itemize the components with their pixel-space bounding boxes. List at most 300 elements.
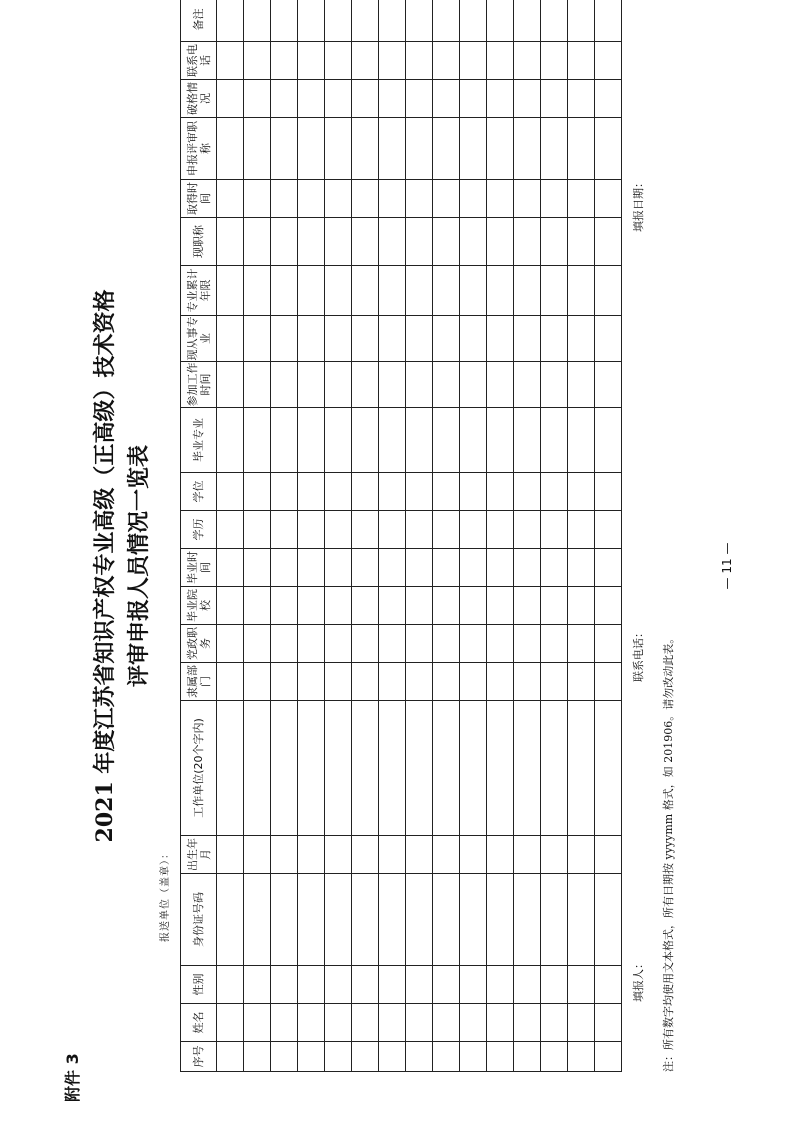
table-cell[interactable] — [568, 587, 595, 625]
table-cell[interactable] — [595, 701, 622, 836]
table-cell[interactable] — [352, 874, 379, 966]
table-cell[interactable] — [433, 42, 460, 80]
table-cell[interactable] — [568, 1004, 595, 1042]
table-cell[interactable] — [352, 966, 379, 1004]
table-cell[interactable] — [352, 1004, 379, 1042]
table-cell[interactable] — [433, 1004, 460, 1042]
table-cell[interactable] — [433, 266, 460, 316]
table-cell[interactable] — [406, 874, 433, 966]
table-cell[interactable] — [541, 966, 568, 1004]
table-cell[interactable] — [244, 118, 271, 180]
table-cell[interactable] — [514, 218, 541, 266]
table-cell[interactable] — [514, 362, 541, 408]
table-cell[interactable] — [379, 966, 406, 1004]
table-cell[interactable] — [460, 266, 487, 316]
table-cell[interactable] — [298, 701, 325, 836]
table-cell[interactable] — [271, 663, 298, 701]
table-cell[interactable] — [352, 80, 379, 118]
table-cell[interactable] — [514, 408, 541, 473]
table-cell[interactable] — [433, 966, 460, 1004]
table-cell[interactable] — [406, 42, 433, 80]
table-cell[interactable] — [568, 408, 595, 473]
table-cell[interactable] — [568, 42, 595, 80]
table-cell[interactable] — [217, 180, 244, 218]
table-cell[interactable] — [433, 549, 460, 587]
table-cell[interactable] — [271, 408, 298, 473]
table-cell[interactable] — [433, 118, 460, 180]
table-cell[interactable] — [217, 218, 244, 266]
table-cell[interactable] — [460, 473, 487, 511]
table-cell[interactable] — [514, 0, 541, 42]
table-cell[interactable] — [433, 625, 460, 663]
table-cell[interactable] — [244, 1042, 271, 1072]
table-cell[interactable] — [568, 1042, 595, 1072]
table-cell[interactable] — [406, 362, 433, 408]
table-cell[interactable] — [352, 1042, 379, 1072]
table-cell[interactable] — [271, 701, 298, 836]
table-cell[interactable] — [406, 180, 433, 218]
table-cell[interactable] — [244, 511, 271, 549]
table-cell[interactable] — [244, 316, 271, 362]
table-cell[interactable] — [244, 408, 271, 473]
table-cell[interactable] — [460, 511, 487, 549]
table-cell[interactable] — [487, 180, 514, 218]
table-cell[interactable] — [217, 362, 244, 408]
table-cell[interactable] — [487, 874, 514, 966]
table-cell[interactable] — [325, 874, 352, 966]
table-cell[interactable] — [325, 1042, 352, 1072]
table-cell[interactable] — [244, 836, 271, 874]
table-cell[interactable] — [487, 473, 514, 511]
table-cell[interactable] — [433, 180, 460, 218]
table-cell[interactable] — [595, 118, 622, 180]
table-cell[interactable] — [379, 511, 406, 549]
table-cell[interactable] — [298, 663, 325, 701]
table-cell[interactable] — [379, 0, 406, 42]
table-cell[interactable] — [325, 587, 352, 625]
table-cell[interactable] — [460, 80, 487, 118]
table-cell[interactable] — [568, 180, 595, 218]
table-cell[interactable] — [244, 218, 271, 266]
table-cell[interactable] — [217, 266, 244, 316]
table-cell[interactable] — [298, 966, 325, 1004]
table-cell[interactable] — [595, 663, 622, 701]
table-cell[interactable] — [217, 836, 244, 874]
table-cell[interactable] — [433, 701, 460, 836]
table-cell[interactable] — [379, 218, 406, 266]
table-cell[interactable] — [217, 966, 244, 1004]
table-cell[interactable] — [514, 874, 541, 966]
table-cell[interactable] — [379, 473, 406, 511]
table-cell[interactable] — [325, 80, 352, 118]
table-cell[interactable] — [406, 80, 433, 118]
table-cell[interactable] — [487, 1042, 514, 1072]
table-cell[interactable] — [217, 549, 244, 587]
table-cell[interactable] — [325, 1004, 352, 1042]
table-cell[interactable] — [568, 118, 595, 180]
table-cell[interactable] — [244, 0, 271, 42]
table-cell[interactable] — [244, 966, 271, 1004]
table-cell[interactable] — [379, 80, 406, 118]
table-cell[interactable] — [244, 80, 271, 118]
table-cell[interactable] — [568, 625, 595, 663]
table-cell[interactable] — [325, 473, 352, 511]
table-cell[interactable] — [514, 663, 541, 701]
table-cell[interactable] — [487, 362, 514, 408]
table-cell[interactable] — [244, 587, 271, 625]
table-cell[interactable] — [541, 0, 568, 42]
table-cell[interactable] — [352, 663, 379, 701]
table-cell[interactable] — [352, 42, 379, 80]
table-cell[interactable] — [271, 1004, 298, 1042]
table-cell[interactable] — [406, 836, 433, 874]
table-cell[interactable] — [325, 218, 352, 266]
table-cell[interactable] — [541, 587, 568, 625]
table-cell[interactable] — [298, 0, 325, 42]
table-cell[interactable] — [595, 408, 622, 473]
table-cell[interactable] — [433, 587, 460, 625]
table-cell[interactable] — [352, 316, 379, 362]
table-cell[interactable] — [271, 118, 298, 180]
table-cell[interactable] — [595, 1004, 622, 1042]
table-cell[interactable] — [244, 473, 271, 511]
table-cell[interactable] — [352, 473, 379, 511]
table-cell[interactable] — [460, 587, 487, 625]
table-cell[interactable] — [352, 362, 379, 408]
table-cell[interactable] — [595, 966, 622, 1004]
table-cell[interactable] — [433, 874, 460, 966]
table-cell[interactable] — [352, 549, 379, 587]
table-cell[interactable] — [487, 1004, 514, 1042]
table-cell[interactable] — [271, 511, 298, 549]
table-cell[interactable] — [406, 118, 433, 180]
table-cell[interactable] — [406, 266, 433, 316]
table-cell[interactable] — [244, 625, 271, 663]
table-cell[interactable] — [595, 80, 622, 118]
table-cell[interactable] — [379, 587, 406, 625]
table-cell[interactable] — [514, 1004, 541, 1042]
table-cell[interactable] — [379, 874, 406, 966]
table-cell[interactable] — [244, 701, 271, 836]
table-cell[interactable] — [568, 218, 595, 266]
table-cell[interactable] — [298, 42, 325, 80]
table-cell[interactable] — [217, 1004, 244, 1042]
table-cell[interactable] — [244, 874, 271, 966]
table-cell[interactable] — [325, 42, 352, 80]
table-cell[interactable] — [568, 362, 595, 408]
table-cell[interactable] — [487, 218, 514, 266]
table-cell[interactable] — [487, 118, 514, 180]
table-cell[interactable] — [271, 42, 298, 80]
table-cell[interactable] — [379, 549, 406, 587]
table-cell[interactable] — [595, 218, 622, 266]
table-cell[interactable] — [325, 549, 352, 587]
table-cell[interactable] — [406, 701, 433, 836]
table-cell[interactable] — [325, 316, 352, 362]
table-cell[interactable] — [298, 218, 325, 266]
table-cell[interactable] — [514, 587, 541, 625]
table-cell[interactable] — [595, 0, 622, 42]
table-cell[interactable] — [568, 663, 595, 701]
table-cell[interactable] — [595, 874, 622, 966]
table-cell[interactable] — [379, 362, 406, 408]
table-cell[interactable] — [298, 1004, 325, 1042]
table-cell[interactable] — [325, 0, 352, 42]
table-cell[interactable] — [271, 180, 298, 218]
table-cell[interactable] — [325, 266, 352, 316]
table-cell[interactable] — [271, 80, 298, 118]
table-cell[interactable] — [541, 874, 568, 966]
table-cell[interactable] — [514, 511, 541, 549]
table-cell[interactable] — [460, 408, 487, 473]
table-cell[interactable] — [217, 587, 244, 625]
table-cell[interactable] — [298, 511, 325, 549]
table-cell[interactable] — [541, 663, 568, 701]
table-cell[interactable] — [514, 316, 541, 362]
table-cell[interactable] — [325, 966, 352, 1004]
table-cell[interactable] — [271, 625, 298, 663]
table-cell[interactable] — [541, 836, 568, 874]
table-cell[interactable] — [406, 549, 433, 587]
table-cell[interactable] — [595, 266, 622, 316]
table-cell[interactable] — [541, 511, 568, 549]
table-cell[interactable] — [217, 1042, 244, 1072]
table-cell[interactable] — [460, 663, 487, 701]
table-cell[interactable] — [460, 118, 487, 180]
table-cell[interactable] — [271, 473, 298, 511]
table-cell[interactable] — [433, 836, 460, 874]
table-cell[interactable] — [325, 180, 352, 218]
table-cell[interactable] — [298, 587, 325, 625]
table-cell[interactable] — [406, 473, 433, 511]
table-cell[interactable] — [595, 1042, 622, 1072]
table-cell[interactable] — [568, 701, 595, 836]
table-cell[interactable] — [352, 266, 379, 316]
table-cell[interactable] — [460, 625, 487, 663]
table-cell[interactable] — [541, 42, 568, 80]
table-cell[interactable] — [595, 316, 622, 362]
table-cell[interactable] — [541, 266, 568, 316]
table-cell[interactable] — [460, 0, 487, 42]
table-cell[interactable] — [379, 180, 406, 218]
table-cell[interactable] — [406, 0, 433, 42]
table-cell[interactable] — [595, 836, 622, 874]
table-cell[interactable] — [379, 701, 406, 836]
table-cell[interactable] — [352, 0, 379, 42]
table-cell[interactable] — [514, 266, 541, 316]
table-cell[interactable] — [352, 625, 379, 663]
table-cell[interactable] — [271, 266, 298, 316]
table-cell[interactable] — [352, 836, 379, 874]
table-cell[interactable] — [595, 587, 622, 625]
table-cell[interactable] — [379, 625, 406, 663]
table-cell[interactable] — [433, 511, 460, 549]
table-cell[interactable] — [541, 473, 568, 511]
table-cell[interactable] — [460, 701, 487, 836]
table-cell[interactable] — [406, 408, 433, 473]
table-cell[interactable] — [271, 362, 298, 408]
table-cell[interactable] — [595, 549, 622, 587]
table-cell[interactable] — [568, 836, 595, 874]
table-cell[interactable] — [433, 218, 460, 266]
table-cell[interactable] — [379, 1004, 406, 1042]
table-cell[interactable] — [379, 118, 406, 180]
table-cell[interactable] — [298, 549, 325, 587]
table-cell[interactable] — [460, 218, 487, 266]
table-cell[interactable] — [325, 836, 352, 874]
table-cell[interactable] — [433, 0, 460, 42]
table-cell[interactable] — [433, 473, 460, 511]
table-cell[interactable] — [487, 701, 514, 836]
table-cell[interactable] — [325, 663, 352, 701]
table-cell[interactable] — [271, 587, 298, 625]
table-cell[interactable] — [487, 587, 514, 625]
table-cell[interactable] — [568, 874, 595, 966]
table-cell[interactable] — [325, 118, 352, 180]
table-cell[interactable] — [406, 1004, 433, 1042]
table-cell[interactable] — [244, 266, 271, 316]
table-cell[interactable] — [271, 0, 298, 42]
table-cell[interactable] — [514, 80, 541, 118]
table-cell[interactable] — [217, 118, 244, 180]
table-cell[interactable] — [568, 80, 595, 118]
table-cell[interactable] — [460, 549, 487, 587]
table-cell[interactable] — [541, 118, 568, 180]
table-cell[interactable] — [352, 218, 379, 266]
table-cell[interactable] — [217, 663, 244, 701]
table-cell[interactable] — [595, 473, 622, 511]
table-cell[interactable] — [514, 701, 541, 836]
table-cell[interactable] — [595, 180, 622, 218]
table-cell[interactable] — [568, 549, 595, 587]
table-cell[interactable] — [217, 42, 244, 80]
table-cell[interactable] — [595, 625, 622, 663]
table-cell[interactable] — [433, 663, 460, 701]
table-cell[interactable] — [514, 180, 541, 218]
table-cell[interactable] — [298, 266, 325, 316]
table-cell[interactable] — [514, 42, 541, 80]
table-cell[interactable] — [352, 587, 379, 625]
table-cell[interactable] — [406, 966, 433, 1004]
table-cell[interactable] — [487, 663, 514, 701]
table-cell[interactable] — [595, 42, 622, 80]
table-cell[interactable] — [379, 266, 406, 316]
table-cell[interactable] — [244, 362, 271, 408]
table-cell[interactable] — [460, 836, 487, 874]
table-cell[interactable] — [217, 0, 244, 42]
table-cell[interactable] — [433, 408, 460, 473]
table-cell[interactable] — [406, 663, 433, 701]
table-cell[interactable] — [514, 118, 541, 180]
table-cell[interactable] — [298, 1042, 325, 1072]
table-cell[interactable] — [352, 701, 379, 836]
table-cell[interactable] — [460, 180, 487, 218]
table-cell[interactable] — [406, 218, 433, 266]
table-cell[interactable] — [271, 218, 298, 266]
table-cell[interactable] — [541, 1004, 568, 1042]
table-cell[interactable] — [406, 316, 433, 362]
table-cell[interactable] — [541, 625, 568, 663]
table-cell[interactable] — [298, 473, 325, 511]
table-cell[interactable] — [271, 836, 298, 874]
table-cell[interactable] — [487, 836, 514, 874]
table-cell[interactable] — [298, 836, 325, 874]
table-cell[interactable] — [406, 625, 433, 663]
table-cell[interactable] — [460, 316, 487, 362]
table-cell[interactable] — [406, 1042, 433, 1072]
table-cell[interactable] — [514, 625, 541, 663]
table-cell[interactable] — [568, 316, 595, 362]
table-cell[interactable] — [487, 549, 514, 587]
table-cell[interactable] — [595, 362, 622, 408]
table-cell[interactable] — [379, 663, 406, 701]
table-cell[interactable] — [352, 118, 379, 180]
table-cell[interactable] — [568, 0, 595, 42]
table-cell[interactable] — [433, 316, 460, 362]
table-cell[interactable] — [460, 874, 487, 966]
table-cell[interactable] — [433, 1042, 460, 1072]
table-cell[interactable] — [514, 549, 541, 587]
table-cell[interactable] — [217, 80, 244, 118]
table-cell[interactable] — [325, 511, 352, 549]
table-cell[interactable] — [568, 511, 595, 549]
table-cell[interactable] — [325, 362, 352, 408]
table-cell[interactable] — [217, 473, 244, 511]
table-cell[interactable] — [568, 266, 595, 316]
table-cell[interactable] — [298, 362, 325, 408]
table-cell[interactable] — [487, 316, 514, 362]
table-cell[interactable] — [460, 1042, 487, 1072]
table-cell[interactable] — [379, 836, 406, 874]
table-cell[interactable] — [217, 874, 244, 966]
table-cell[interactable] — [568, 473, 595, 511]
table-cell[interactable] — [595, 511, 622, 549]
table-cell[interactable] — [244, 663, 271, 701]
table-cell[interactable] — [298, 625, 325, 663]
table-cell[interactable] — [298, 874, 325, 966]
table-cell[interactable] — [487, 266, 514, 316]
table-cell[interactable] — [379, 42, 406, 80]
table-cell[interactable] — [541, 1042, 568, 1072]
table-cell[interactable] — [460, 966, 487, 1004]
table-cell[interactable] — [433, 80, 460, 118]
table-cell[interactable] — [298, 408, 325, 473]
table-cell[interactable] — [514, 966, 541, 1004]
table-cell[interactable] — [325, 408, 352, 473]
table-cell[interactable] — [271, 1042, 298, 1072]
table-cell[interactable] — [244, 1004, 271, 1042]
table-cell[interactable] — [217, 511, 244, 549]
table-cell[interactable] — [460, 1004, 487, 1042]
table-cell[interactable] — [487, 625, 514, 663]
table-cell[interactable] — [460, 362, 487, 408]
table-cell[interactable] — [217, 625, 244, 663]
table-cell[interactable] — [487, 966, 514, 1004]
table-cell[interactable] — [298, 180, 325, 218]
table-cell[interactable] — [406, 511, 433, 549]
table-cell[interactable] — [271, 549, 298, 587]
table-cell[interactable] — [325, 625, 352, 663]
table-cell[interactable] — [298, 80, 325, 118]
table-cell[interactable] — [217, 408, 244, 473]
table-cell[interactable] — [541, 701, 568, 836]
table-cell[interactable] — [379, 408, 406, 473]
table-cell[interactable] — [217, 316, 244, 362]
table-cell[interactable] — [244, 549, 271, 587]
table-cell[interactable] — [433, 362, 460, 408]
table-cell[interactable] — [487, 408, 514, 473]
table-cell[interactable] — [379, 316, 406, 362]
